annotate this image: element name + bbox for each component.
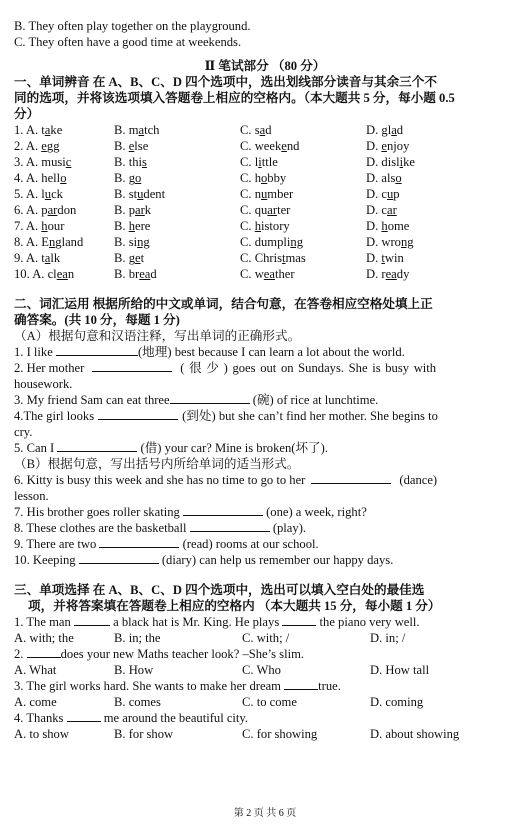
q2-text-b: ( 很 少 ) goes out on Sundays. She is busy with xyxy=(180,361,437,375)
answer-blank[interactable] xyxy=(99,536,179,548)
phonetic-option[interactable] xyxy=(240,186,366,202)
answer-blank[interactable] xyxy=(57,440,137,452)
word-part: B. thi xyxy=(114,155,142,169)
word-part: istory xyxy=(261,219,290,233)
underlined-letters: ar xyxy=(267,203,278,217)
phonetic-option[interactable] xyxy=(14,122,114,138)
word-part: C. Chris xyxy=(240,251,282,265)
option-a[interactable]: A. with; the xyxy=(14,631,74,645)
word-part: ke xyxy=(403,155,415,169)
mc-q3-text-b: true. xyxy=(318,679,341,693)
vocab-q4 xyxy=(14,408,516,424)
underlined-letters: ar xyxy=(386,203,397,217)
option-b[interactable]: B. for show xyxy=(114,727,174,741)
underlined-letters: a xyxy=(138,123,145,137)
q8-text-pre: 8. These clothes are the basketball xyxy=(14,521,190,535)
word-part: C. n xyxy=(240,187,261,201)
underlined-letters: o xyxy=(395,171,402,185)
underlined-letters: h xyxy=(41,219,48,233)
mc-q1-text-a: 1. The man xyxy=(14,615,74,629)
mc-q2-text-b: does your new Maths teacher look? –She’s slim. xyxy=(60,647,305,661)
page-footer: 第 2 页 共 6 页 xyxy=(233,808,297,819)
underlined-letters: a xyxy=(259,123,266,137)
word-part: ere xyxy=(135,219,151,233)
choice-q2-options xyxy=(14,662,516,678)
underlined-letters: u xyxy=(261,187,268,201)
word-part: d xyxy=(265,123,272,137)
underlined-letters: e xyxy=(381,139,387,153)
word-part: C. qu xyxy=(240,203,268,217)
phonetic-option[interactable] xyxy=(366,154,486,170)
q2-text-a: 2. Her mother xyxy=(14,361,85,375)
underlined-letters: n xyxy=(48,235,56,249)
word-part: mber xyxy=(267,187,294,201)
q10-text-post: (diary) can help us remember our happy days. xyxy=(158,553,394,567)
q9-text-post: (read) rooms at our school. xyxy=(179,537,319,551)
mc-q1-text-c: the piano very well. xyxy=(316,615,420,629)
word-part: C. w xyxy=(240,267,264,281)
phonetic-option[interactable] xyxy=(114,234,240,250)
vocab-q2-cont: housework. xyxy=(14,377,73,391)
word-part: our xyxy=(47,219,65,233)
option-d[interactable]: D. about showing xyxy=(370,727,460,741)
phonetic-option[interactable] xyxy=(240,154,366,170)
q1-text-post: (地理) best because I can learn a lot about the world. xyxy=(137,345,405,359)
word-part: d xyxy=(150,267,157,281)
word-part: D. c xyxy=(366,203,387,217)
word-part: D. wro xyxy=(366,235,401,249)
word-part: ter xyxy=(277,203,291,217)
underlined-letters: ea xyxy=(263,267,275,281)
underlined-letters: ea xyxy=(139,267,151,281)
word-part: B. br xyxy=(114,267,140,281)
phonetics-grid xyxy=(14,122,516,282)
part-title: Ⅱ 笔试部分 （80 分） xyxy=(204,59,326,73)
option-d[interactable]: D. coming xyxy=(370,695,424,709)
q8-text-post: (play). xyxy=(269,521,307,535)
word-part: lse xyxy=(134,139,149,153)
option-b[interactable]: B. in; the xyxy=(114,631,161,645)
word-part: dent xyxy=(143,187,166,201)
underlined-letters: a xyxy=(44,251,51,265)
word-part: tch xyxy=(144,123,160,137)
q9-text-pre: 9. There are two xyxy=(14,537,100,551)
phonetic-option[interactable] xyxy=(114,170,240,186)
underlined-letters: e xyxy=(41,139,47,153)
mc-q2-text-a: 2. xyxy=(14,647,27,661)
word-part: 2. A. xyxy=(14,139,42,153)
underlined-letters: e xyxy=(281,139,287,153)
phonetic-option[interactable] xyxy=(114,218,240,234)
phonetic-option[interactable] xyxy=(14,170,114,186)
q3-text-post: (碗) of rice at lunchtime. xyxy=(249,393,379,407)
phonetic-option[interactable] xyxy=(14,202,114,218)
underlined-letters: ng xyxy=(290,235,303,249)
phonetic-option[interactable] xyxy=(14,154,114,170)
underlined-letters: o xyxy=(135,171,142,185)
phonetic-option[interactable] xyxy=(366,266,486,282)
q6-text-a: 6. Kitty is busy this week and she has no time to go to her xyxy=(14,473,306,487)
word-part: B. xyxy=(114,139,129,153)
underlined-letters: h xyxy=(381,219,388,233)
choice-q4 xyxy=(14,710,516,726)
section2-title-line1: 二、词汇运用 根据所给的中文或单词，结合句意，在答卷相应空格处填上正 xyxy=(14,297,433,311)
phonetic-option[interactable] xyxy=(366,218,486,234)
option-a[interactable]: A. What xyxy=(14,663,57,677)
choice-q2 xyxy=(14,646,516,662)
word-part: D. disl xyxy=(366,155,400,169)
q4-text-b: (到处) but she can’t find her mother. She begins to xyxy=(182,409,438,423)
phonetic-option[interactable] xyxy=(14,234,114,250)
phonetic-option[interactable] xyxy=(240,234,366,250)
answer-blank[interactable] xyxy=(190,520,270,532)
underlined-letters: o xyxy=(60,171,67,185)
vocab-q2 xyxy=(14,360,516,376)
word-part: p xyxy=(393,187,400,201)
word-part: k xyxy=(144,203,152,217)
word-part: B. st xyxy=(114,187,138,201)
word-part: B. p xyxy=(114,203,135,217)
choice-q1 xyxy=(14,614,516,630)
vocab-q10 xyxy=(14,552,516,568)
option-b-line: B. They often play together on the playground. xyxy=(14,19,251,33)
word-part: win xyxy=(384,251,404,265)
choice-q3-options xyxy=(14,694,516,710)
word-part: 4. A. hell xyxy=(14,171,61,185)
vocab-q1 xyxy=(14,344,516,360)
word-part: 8. A. E xyxy=(14,235,49,249)
word-part: ck xyxy=(51,187,63,201)
phonetic-option[interactable] xyxy=(240,202,366,218)
word-part: dy xyxy=(396,267,410,281)
q1-text-pre: 1. I like xyxy=(14,345,56,359)
section2-sub-b: （B）根据句意，写出括号内所给单词的适当形式。 xyxy=(14,457,300,471)
section1-title-line1: 一、单词辨音 在 A、B、C、D 四个选项中，选出划线部分读音与其余三个不 xyxy=(14,75,437,89)
phonetic-option[interactable] xyxy=(240,122,366,138)
word-part: gg xyxy=(46,139,60,153)
vocab-q5 xyxy=(14,440,516,456)
word-part: 6. A. p xyxy=(14,203,48,217)
phonetic-option[interactable] xyxy=(14,218,114,234)
vocab-q6-cont: lesson. xyxy=(14,489,49,503)
underlined-letters: i xyxy=(399,155,404,169)
answer-blank[interactable] xyxy=(56,344,138,356)
phonetic-option[interactable] xyxy=(366,234,486,250)
section3-title-line2: 项，并将答案填在答题卷上相应的空格内 （本大题共 15 分，每小题 1 分） xyxy=(28,599,441,613)
vocab-q8 xyxy=(14,520,516,536)
vocab-q6 xyxy=(14,472,516,488)
section1-title-line2: 同的选项，并将该选项填入答题卷上相应的空格内。（本大题共 5 分，每小题 0.5 xyxy=(14,91,455,105)
phonetic-option[interactable] xyxy=(114,186,240,202)
word-part: D. als xyxy=(366,171,396,185)
section2-sub-a: （A）根据句意和汉语注释，写出单词的正确形式。 xyxy=(14,329,301,343)
word-part: C. l xyxy=(240,155,259,169)
word-part: D. xyxy=(366,251,382,265)
word-part: 1. A. t xyxy=(14,123,45,137)
word-part: 3. A. musi xyxy=(14,155,66,169)
underlined-letters: u xyxy=(386,187,394,201)
phonetic-option[interactable] xyxy=(240,266,366,282)
option-c[interactable]: C. Who xyxy=(242,663,281,677)
underlined-letters: ar xyxy=(47,203,58,217)
phonetic-option[interactable] xyxy=(240,170,366,186)
word-part: 10. A. cl xyxy=(14,267,57,281)
phonetic-option[interactable] xyxy=(114,122,240,138)
underlined-letters: ea xyxy=(385,267,397,281)
choice-q3 xyxy=(14,678,516,694)
phonetic-option[interactable] xyxy=(114,266,240,282)
phonetic-option[interactable] xyxy=(366,138,486,154)
section3-title-line1: 三、单项选择 在 A、B、C、D 四个选项中，选出可以填入空白处的最佳选 xyxy=(14,583,425,597)
word-part: gland xyxy=(55,235,84,249)
phonetic-option[interactable] xyxy=(366,122,486,138)
word-part: d xyxy=(396,123,404,137)
vocab-q9 xyxy=(14,536,516,552)
q5-text-post: (借) your car? Mine is broken(坏了). xyxy=(137,441,328,455)
underlined-letters: c xyxy=(65,155,72,169)
word-part: mas xyxy=(285,251,306,265)
word-part: C. xyxy=(240,219,255,233)
phonetic-option[interactable] xyxy=(114,202,240,218)
vocab-q4-cont: cry. xyxy=(14,425,33,439)
q7-text-pre: 7. His brother goes roller skating xyxy=(14,505,183,519)
word-part: B. xyxy=(114,219,129,233)
word-part: B. m xyxy=(114,123,139,137)
answer-blank[interactable] xyxy=(282,614,316,626)
word-part: C. week xyxy=(240,139,282,153)
mc-q4-text-b: me around the beautiful city. xyxy=(100,711,249,725)
exam-page xyxy=(14,18,516,742)
mc-q4-text-a: 4. Thanks xyxy=(14,711,67,725)
q4-text-a: 4.The girl looks xyxy=(14,409,95,423)
underlined-letters: t xyxy=(282,251,286,265)
phonetic-option[interactable] xyxy=(366,170,486,186)
option-c[interactable]: C. to come xyxy=(242,695,297,709)
option-b[interactable]: B. How xyxy=(114,663,154,677)
answer-blank[interactable] xyxy=(92,360,172,372)
word-part: D. r xyxy=(366,267,386,281)
word-part: ome xyxy=(387,219,410,233)
word-part: ther xyxy=(274,267,295,281)
answer-blank[interactable] xyxy=(79,552,159,564)
word-part: C. h xyxy=(240,171,261,185)
option-c-line: C. They often have a good time at weekends. xyxy=(14,35,242,49)
vocab-q3 xyxy=(14,392,516,408)
underlined-letters: t xyxy=(381,251,385,265)
word-part: B. g xyxy=(114,171,135,185)
phonetic-option[interactable] xyxy=(14,266,114,282)
word-part: C. dumpli xyxy=(240,235,291,249)
word-part: bby xyxy=(267,171,287,185)
phonetic-option[interactable] xyxy=(240,138,366,154)
q10-text-pre: 10. Keeping xyxy=(14,553,79,567)
answer-blank[interactable] xyxy=(67,710,101,722)
option-d[interactable]: D. How tall xyxy=(370,663,430,677)
phonetic-option[interactable] xyxy=(14,138,114,154)
underlined-letters: u xyxy=(137,187,144,201)
underlined-letters: ea xyxy=(56,267,68,281)
underlined-letters: h xyxy=(254,219,261,233)
choice-q4-options xyxy=(14,726,516,742)
word-part: ttle xyxy=(261,155,278,169)
underlined-letters: u xyxy=(44,187,52,201)
word-part: B. g xyxy=(114,251,135,265)
word-part: 5. A. l xyxy=(14,187,45,201)
phonetic-option[interactable] xyxy=(14,250,114,266)
word-part: lk xyxy=(50,251,61,265)
option-a[interactable]: A. to show xyxy=(14,727,69,741)
option-d[interactable]: D. in; / xyxy=(370,631,406,645)
option-c[interactable]: C. for showing xyxy=(242,727,318,741)
phonetic-option[interactable] xyxy=(366,186,486,202)
underlined-letters: ar xyxy=(135,203,145,217)
q6-text-b: (dance) xyxy=(399,473,438,487)
answer-blank[interactable] xyxy=(284,678,318,690)
section1-title-line3: 分） xyxy=(14,107,40,121)
mc-q1-text-b: a black hat is Mr. King. He plays xyxy=(109,615,283,629)
underlined-letters: e xyxy=(135,251,141,265)
word-part: B. si xyxy=(114,235,138,249)
phonetic-option[interactable] xyxy=(114,138,240,154)
word-part: C. s xyxy=(240,123,260,137)
choice-q1-options xyxy=(14,630,516,646)
answer-blank[interactable] xyxy=(98,408,178,420)
word-part: D. gl xyxy=(366,123,392,137)
word-part: D. c xyxy=(366,187,387,201)
phonetic-option[interactable] xyxy=(14,186,114,202)
answer-blank[interactable] xyxy=(170,392,250,404)
mc-q3-text-a: 3. The girl works hard. She wants to make her dream xyxy=(14,679,285,693)
word-part: n xyxy=(67,267,75,281)
phonetic-option[interactable] xyxy=(240,250,366,266)
word-part: 9. A. t xyxy=(14,251,45,265)
underlined-letters: ng xyxy=(137,235,150,249)
word-part: D. xyxy=(366,219,382,233)
option-b[interactable]: B. comes xyxy=(114,695,161,709)
word-part: 7. A. xyxy=(14,219,42,233)
underlined-letters: ng xyxy=(400,235,414,249)
q7-text-post: (one) a week, right? xyxy=(262,505,367,519)
phonetic-option[interactable] xyxy=(366,250,486,266)
answer-blank[interactable] xyxy=(183,504,263,516)
phonetic-option[interactable] xyxy=(366,202,486,218)
vocab-q7 xyxy=(14,504,516,520)
underlined-letters: i xyxy=(258,155,262,169)
word-part: nd xyxy=(286,139,300,153)
underlined-letters: e xyxy=(128,139,135,153)
underlined-letters: a xyxy=(44,123,51,137)
word-part: D. xyxy=(366,139,382,153)
underlined-letters: o xyxy=(261,171,268,185)
phonetic-option[interactable] xyxy=(240,218,366,234)
answer-blank[interactable] xyxy=(311,472,391,484)
answer-blank[interactable] xyxy=(27,646,61,658)
answer-blank[interactable] xyxy=(74,614,110,626)
section2-title-line2: 确答案。(共 10 分，每题 1 分) xyxy=(14,313,180,327)
underlined-letters: s xyxy=(142,155,147,169)
option-a[interactable]: A. come xyxy=(14,695,57,709)
word-part: don xyxy=(57,203,77,217)
word-part: ke xyxy=(50,123,63,137)
word-part: njoy xyxy=(387,139,410,153)
phonetic-option[interactable] xyxy=(114,250,240,266)
q3-text-pre: 3. My friend Sam can eat three xyxy=(14,393,170,407)
word-part: t xyxy=(140,251,145,265)
phonetic-option[interactable] xyxy=(114,154,240,170)
underlined-letters: h xyxy=(128,219,135,233)
underlined-letters: a xyxy=(391,123,397,137)
q5-text-pre: 5. Can I xyxy=(14,441,58,455)
option-c[interactable]: C. with; / xyxy=(242,631,290,645)
